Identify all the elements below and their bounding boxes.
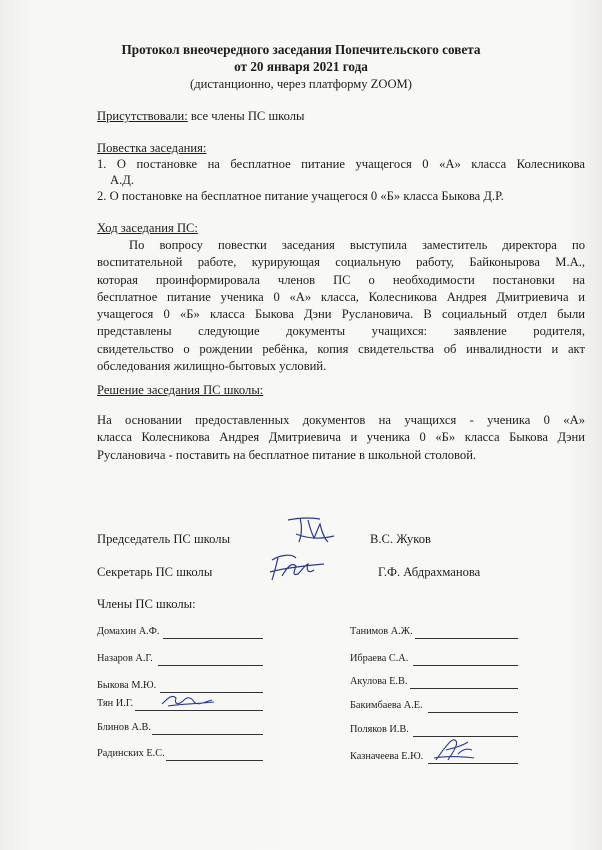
- agenda-item-2: 2. О постановке на бесплатное питание учащегося 0 «Б» класса Быкова Д.Р.: [97, 189, 504, 203]
- secretary-signature: [262, 548, 332, 584]
- chair-name: В.С. Жуков: [370, 532, 431, 546]
- signature-line: [410, 688, 518, 689]
- chair-role: Председатель ПС школы: [97, 532, 231, 546]
- proceedings-heading: Ход заседания ПС:: [97, 221, 198, 235]
- present-line: [97, 109, 305, 124]
- present-text: все члены ПС школы: [187, 109, 305, 123]
- member-name: Тян И.Г.: [97, 698, 134, 709]
- member-name: Бакимбаева А.Е.: [350, 700, 423, 711]
- decision-heading: Решение заседания ПС школы:: [97, 383, 264, 397]
- member-name: Ибраева С.А.: [350, 653, 409, 664]
- member-name: Блинов А.В.: [97, 722, 151, 733]
- proceedings-line: которая проинформировала членов ПС о необходимости постановки на: [97, 272, 585, 287]
- signature-line: [158, 665, 263, 666]
- proceedings-line: представлены следующие документы учащихся: заявление родителя,: [97, 324, 585, 339]
- member-name: Быкова М.Ю.: [97, 680, 157, 691]
- proceedings-line: По вопросу повестки заседания выступила заместитель директора по: [129, 238, 585, 252]
- decision-line: Руслановича - поставить на бесплатное питание в школьной столовой.: [97, 447, 477, 462]
- decision-line: На основании предоставленных документов на учащихся - ученика 0 «А»: [97, 413, 585, 427]
- signature-line: [166, 760, 263, 761]
- proceedings-text: [97, 237, 585, 375]
- member-name: Поляков И.В.: [350, 724, 409, 735]
- member-name: Акулова Е.В.: [350, 676, 408, 687]
- present-label: Присутствовали:: [97, 109, 188, 123]
- decision-line: класса Колесникова Андрея Дмитриевича и ученика 0 «Б» класса Быкова Дэни: [97, 430, 585, 445]
- agenda-item-1: 1. О постановке на бесплатное питание учащегося 0 «А» класса Колесникова: [97, 157, 585, 171]
- subtitle: (дистанционно, через платформу ZOOM): [190, 77, 412, 91]
- member-signature: [428, 734, 480, 766]
- proceedings-line: свидетельство о рождении ребёнка, копия свидетельства об инвалидности и акт: [97, 341, 585, 356]
- signature-line: [415, 638, 518, 639]
- signature-line: [413, 665, 518, 666]
- member-name: Танимов А.Ж.: [350, 626, 413, 637]
- member-name: Назаров А.Г.: [97, 653, 153, 664]
- chair-signature: [282, 512, 342, 548]
- member-name: Радинскиx Е.С.: [97, 748, 165, 759]
- members-heading: Члены ПС школы:: [97, 597, 196, 611]
- signature-line: [428, 712, 518, 713]
- proceedings-line: бесплатное питание ученика 0 «А» класса, Колесникова Андрея Дмитриевича и: [97, 289, 585, 304]
- member-name: Домахин А.Ф.: [97, 626, 160, 637]
- secretary-name: Г.Ф. Абдрахманова: [378, 565, 481, 579]
- agenda-item-1-cont: А.Д.: [110, 173, 134, 187]
- signature-line: [163, 638, 263, 639]
- signature-line: [152, 734, 263, 735]
- title-line-2: от 20 января 2021 года: [234, 59, 368, 74]
- proceedings-line: учащегося 0 «Б» класса Быкова Дэни Руслановича. В социальный отдел были: [97, 307, 585, 322]
- decision-text: [97, 412, 585, 464]
- proceedings-line: обследования жилищно-бытовых условий.: [97, 359, 327, 374]
- agenda-heading: Повестка заседания:: [97, 141, 207, 155]
- member-name: Казначеева Е.Ю.: [350, 751, 424, 762]
- secretary-role: Секретарь ПС школы: [97, 565, 213, 579]
- proceedings-line: воспитательной работе, курирующая социальную работу, Байконырова М.А.,: [97, 255, 585, 270]
- member-signature: [158, 688, 218, 712]
- title-line-1: Протокол внеочередного заседания Попечительского совета: [121, 42, 481, 57]
